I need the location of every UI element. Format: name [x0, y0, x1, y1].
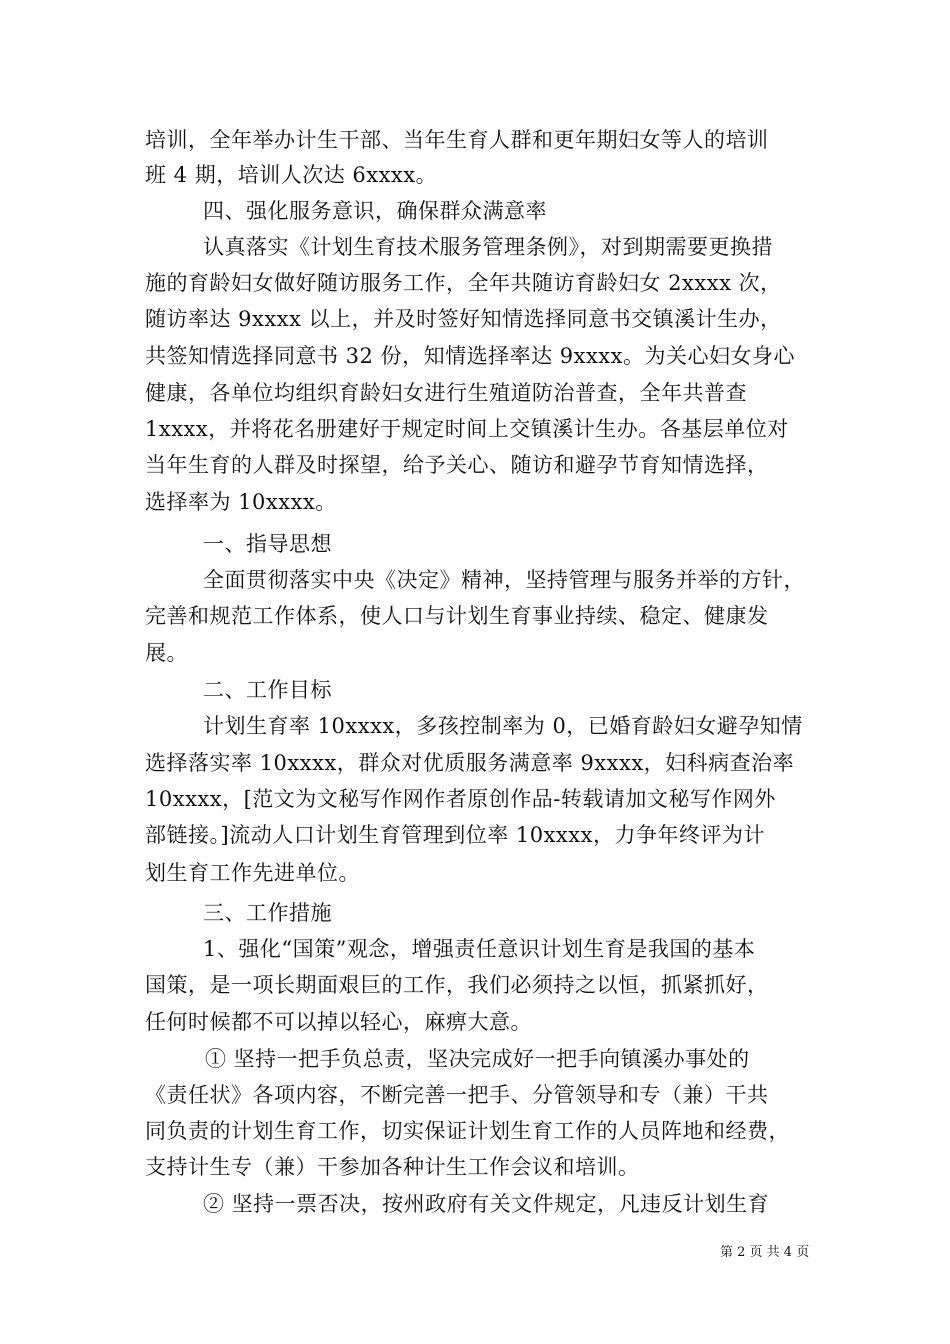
paragraph-line: 《责任状》各项内容，不断完善一把手、分管领导和专（兼）干共 — [145, 1083, 769, 1107]
paragraph-line: 支持计生专（兼）干参加各种计生工作会议和培训。 — [145, 1155, 640, 1179]
paragraph-line: 完善和规范工作体系，使人口与计划生育事业持续、稳定、健康发 — [145, 604, 769, 628]
paragraph-line: ① 坚持一把手负总责，坚决完成好一把手向镇溪办事处的 — [205, 1047, 750, 1071]
section-heading: 三、工作措施 — [203, 901, 332, 925]
paragraph-line: 健康，各单位均组织育龄妇女进行生殖道防治普查，全年共普查 — [145, 381, 747, 405]
paragraph-line: 划生育工作先进单位。 — [145, 861, 360, 885]
paragraph-line: 任何时候都不可以掉以轻心，麻痹大意。 — [145, 1010, 532, 1034]
paragraph-line: 选择落实率 10xxxx，群众对优质服务满意率 9xxxx，妇科病查治率 — [145, 751, 795, 775]
paragraph-line: ② 坚持一票否决，按州政府有关文件规定，凡违反计划生育 — [203, 1192, 770, 1216]
paragraph-line: 当年生育的人群及时探望，给予关心、随访和避孕节育知情选择， — [145, 453, 769, 477]
paragraph-line: 1xxxx，并将花名册建好于规定时间上交镇溪计生办。各基层单位对 — [145, 417, 789, 441]
paragraph-line: 1、强化“国策”观念，增强责任意识计划生育是我国的基本 — [203, 937, 756, 961]
paragraph-line: 施的育龄妇女做好随访服务工作，全年共随访育龄妇女 2xxxx 次， — [145, 271, 782, 295]
section-heading: 四、强化服务意识，确保群众满意率 — [203, 199, 547, 223]
paragraph-line: 同负责的计划生育工作，切实保证计划生育工作的人员阵地和经费， — [145, 1119, 790, 1143]
section-heading: 一、指导思想 — [203, 532, 332, 556]
paragraph-line: 全面贯彻落实中央《决定》精神，坚持管理与服务并举的方针， — [203, 568, 805, 592]
paragraph-line: 随访率达 9xxxx 以上，并及时签好知情选择同意书交镇溪计生办， — [145, 307, 782, 331]
paragraph-line: 班 4 期，培训人次达 6xxxx。 — [145, 163, 438, 187]
paragraph-line: 展。 — [145, 641, 188, 665]
page-number-footer: 第 2 页 共 4 页 — [720, 1245, 810, 1260]
paragraph-line: 共签知情选择同意书 32 份，知情选择率达 9xxxx。为关心妇女身心 — [145, 344, 795, 368]
paragraph-line: 10xxxx，[范文为文秘写作网作者原创作品-转载请加文秘写作网外 — [145, 787, 776, 811]
paragraph-line: 选择率为 10xxxx。 — [145, 490, 337, 514]
paragraph-line: 认真落实《计划生育技术服务管理条例》，对到期需要更换措 — [203, 235, 773, 259]
paragraph-line: 计划生育率 10xxxx，多孩控制率为 0，已婚育龄妇女避孕知情 — [203, 714, 803, 738]
paragraph-line: 培训，全年举办计生干部、当年生育人群和更年期妇女等人的培训 — [145, 128, 769, 152]
section-heading: 二、工作目标 — [203, 678, 332, 702]
paragraph-line: 国策，是一项长期面艰巨的工作，我们必须持之以恒，抓紧抓好， — [145, 973, 769, 997]
paragraph-line: 部链接。]流动人口计划生育管理到位率 10xxxx，力争年终评为计 — [145, 823, 765, 847]
